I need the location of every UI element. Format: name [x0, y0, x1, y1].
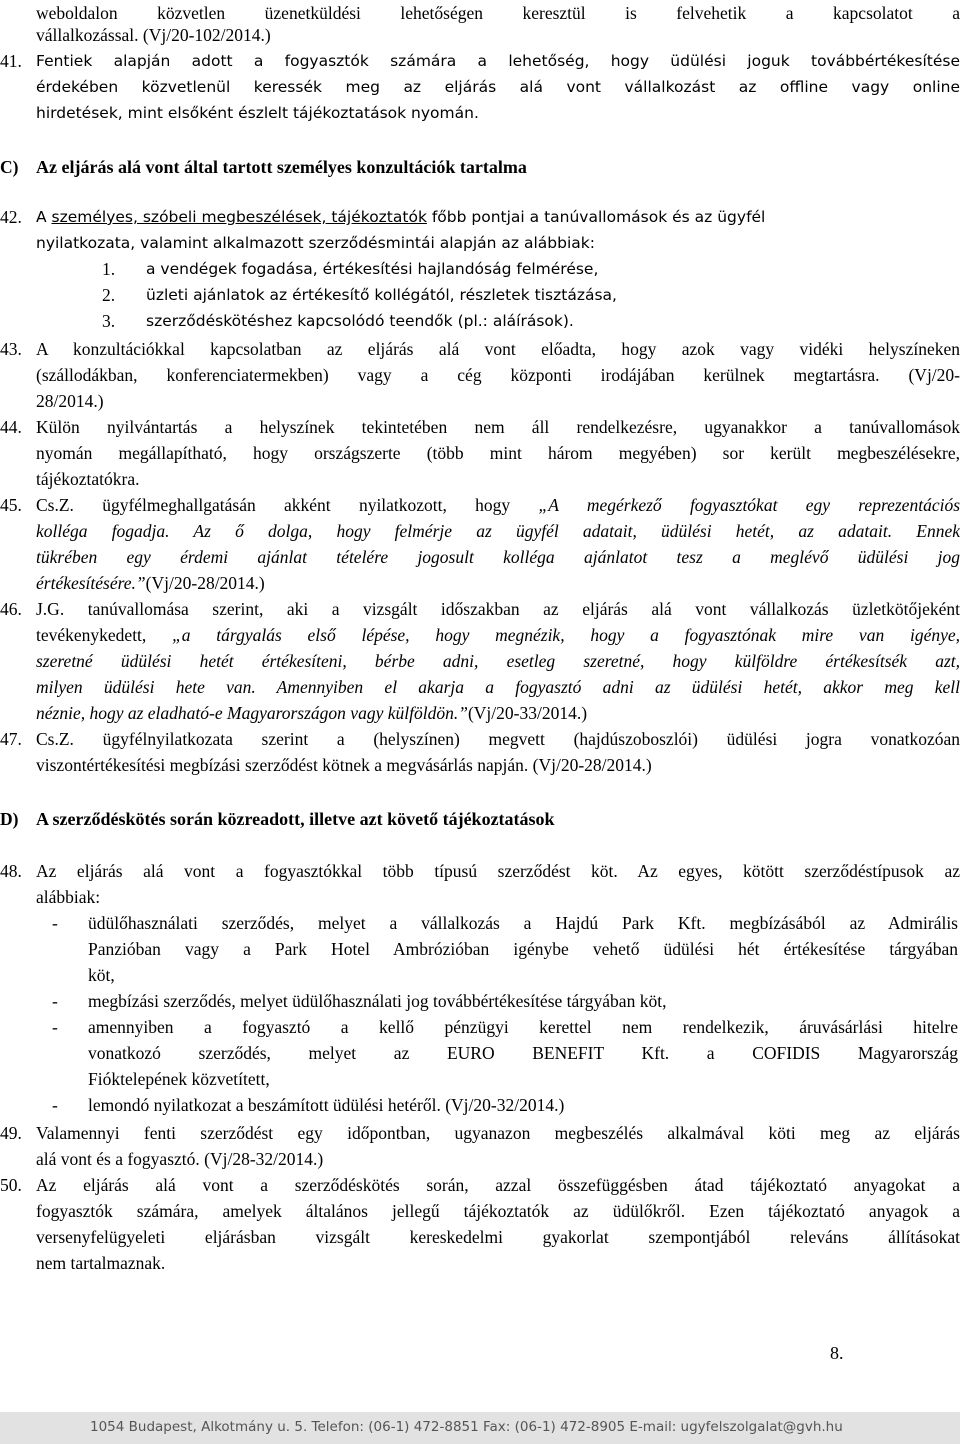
paragraph-number: 46.	[0, 599, 22, 619]
p41-line: Fentiek alapján adott a fogyasztók számára a lehetőség, hogy üdülési joguk továbbértékesítése	[36, 52, 960, 70]
paragraph-number: 44.	[0, 417, 22, 437]
bullet-dash: -	[52, 913, 58, 933]
list-item: a vendégek fogadása, értékesítési hajlandóság felmérése,	[146, 260, 599, 278]
bullet-dash: -	[52, 1017, 58, 1037]
list-num: 2.	[102, 285, 116, 305]
p43-line: (szállodákban, konferenciatermekben) vagy a cég központi irodájában kerülnek megtartásra. (Vj/20-	[36, 365, 960, 385]
section-heading: A szerződéskötés során közreadott, illetve azt követő tájékoztatások	[36, 809, 555, 829]
paragraph-number: 42.	[0, 207, 22, 227]
footer-contact: 1054 Budapest, Alkotmány u. 5. Telefon: (06-1) 472-8851 Fax: (06-1) 472-8905 E-mail: ugyfelszolgalat@gvh.hu	[90, 1419, 843, 1435]
p44-line: tájékoztatókra.	[36, 469, 140, 489]
list-item: szerződéskötéshez kapcsolódó teendők (pl.: aláírások).	[146, 312, 574, 330]
bullet-line: Panzióban vagy a Park Hotel Ambrózióban igénybe vehető üdülési hét értékesítése tárgyában	[88, 939, 958, 959]
p46-line: J.G. tanúvallomása szerint, aki a vizsgált időszakban az eljárás alá vont vállalkozás üzletkötőjeként	[36, 599, 960, 619]
p44-line: Külön nyilvántartás a helyszínek tekintetében nem áll rendelkezésre, ugyanakkor a tanúvallomások	[36, 417, 960, 437]
page-number: 8.	[830, 1343, 844, 1363]
paragraph-number: 43.	[0, 339, 22, 359]
bullet-line: Fióktelepének közvetített,	[88, 1069, 270, 1089]
bullet-line: üdülőhasználati szerződés, melyet a vállalkozás a Hajdú Park Kft. megbízásából az Admirális	[88, 913, 958, 933]
p43-line: 28/2014.)	[36, 391, 104, 411]
p46-line: szeretné üdülési hetét értékesíteni, bérbe adni, esetleg szeretné, hogy külföldre értékesítsék azt,	[36, 651, 960, 671]
p46-text: (Vj/20-33/2014.)	[467, 703, 588, 723]
p50-line: versenyfelügyeleti eljárásban vizsgált kereskedelmi gyakorlat szempontjából releváns állításokat	[36, 1227, 960, 1247]
p50-line: Az eljárás alá vont a szerződéskötés során, azzal összefüggésben átad tájékoztató anyagokat a	[36, 1175, 960, 1195]
quote: „A megérkező fogyasztókat egy reprezentációs	[538, 495, 960, 515]
p42-line	[36, 204, 960, 230]
paragraph-number: 45.	[0, 495, 22, 515]
p47-line: viszontértékesítési megbízási szerződést kötnek a megvásárlás napján. (Vj/20-28/2014.)	[36, 755, 652, 775]
p45-line	[36, 492, 960, 518]
list-num: 3.	[102, 311, 116, 331]
p45-line: tükrében egy érdemi ajánlat tételére jogosult kolléga ajánlatot tesz a meglévő üdülési jog	[36, 547, 960, 567]
section-letter: C)	[0, 157, 19, 177]
section-heading: Az eljárás alá vont által tartott személyes konzultációk tartalma	[36, 157, 527, 177]
p46-line	[36, 622, 960, 648]
bullet-line: köt,	[88, 965, 115, 985]
p50-line: nem tartalmaznak.	[36, 1253, 166, 1273]
p46-line	[36, 700, 960, 726]
p41-line: érdekében közvetlenül keressék meg az eljárás alá vont vállalkozást az offline vagy online	[36, 78, 960, 96]
p42-line: nyilatkozata, valamint alkalmazott szerződésmintái alapján az alábbiak:	[36, 234, 595, 252]
p45-text: Cs.Z. ügyfélmeghallgatásán akként nyilatkozott, hogy	[36, 495, 539, 515]
paragraph-number: 50.	[0, 1175, 22, 1195]
footer	[0, 1412, 960, 1444]
p45-line: kollégа fogadja. Az ő dolga, hogy felmérje az ügyfél adatait, üdülési hetét, az adatait. Ennek	[36, 521, 960, 541]
p40-line: vállalkozással. (Vj/20-102/2014.)	[36, 25, 271, 45]
bullet-line: lemondó nyilatkozat a beszámított üdülési hetéről. (Vj/20-32/2014.)	[88, 1095, 565, 1115]
p43-line: A konzultációkkal kapcsolatban az eljárás alá vont előadta, hogy azok vagy vidéki helyszíneken	[36, 339, 960, 359]
p50-line: fogyasztók számára, amelyek általános jellegű tájékoztatók az üdülőkről. Ezen tájékoztató anyagok a	[36, 1201, 960, 1221]
p49-line: Valamennyi fenti szerződést egy időpontban, ugyanazon megbeszélés alkalmával köti meg az eljárás	[36, 1123, 960, 1143]
bullet-line: amennyiben a fogyasztó a kellő pénzügyi kerettel nem rendelkezik, áruvásárlási hitelre	[88, 1017, 958, 1037]
bullet-line: megbízási szerződés, melyet üdülőhasználati jog továbbértékesítése tárgyában köt,	[88, 991, 667, 1011]
quote: „a tárgyalás első lépése, hogy megnézik, hogy a fogyasztónak mire van igénye,	[172, 625, 960, 645]
p48-line: alábbiak:	[36, 887, 101, 907]
bullet-line: vonatkozó szerződés, melyet az EURO BENEFIT Kft. a COFIDIS Magyarország	[88, 1043, 958, 1063]
quote: néznie, hogy az eladható-e Magyarországon vagy külföldön.”	[36, 703, 468, 723]
p42-text: főbb pontjai a tanúvallomások és az ügyfél	[426, 208, 766, 226]
p48-line: Az eljárás alá vont a fogyasztókkal több típusú szerződést köt. Az egyes, kötött szerződéstípusok az	[36, 861, 960, 881]
bullet-dash: -	[52, 1095, 58, 1115]
paragraph-number: 47.	[0, 729, 22, 749]
p40-line: weboldalon közvetlen üzenetküldési lehetőségen keresztül is felvehetik a kapcsolatot a	[36, 3, 960, 23]
section-letter: D)	[0, 809, 19, 829]
bullet-dash: -	[52, 991, 58, 1011]
paragraph-number: 48.	[0, 861, 22, 881]
paragraph-number: 41.	[0, 51, 22, 71]
p45-line	[36, 570, 960, 596]
p45-text: (Vj/20-28/2014.)	[145, 573, 265, 593]
quote: értékesítésére.”	[36, 573, 146, 593]
p44-line: nyomán megállapítható, hogy országszerte (több mint három megyében) sor került megbeszélésekre,	[36, 443, 960, 463]
p42-text: A	[36, 208, 52, 226]
p42-underlined: személyes, szóbeli megbeszélések, tájékoztatók	[51, 208, 427, 226]
p47-line: Cs.Z. ügyfélnyilatkozata szerint a (helyszínen) megvett (hajdúszoboszlói) üdülési jogra vonatkozóan	[36, 729, 960, 749]
p46-text: tevékenykedett,	[36, 625, 173, 645]
paragraph-number: 49.	[0, 1123, 22, 1143]
list-item: üzleti ajánlatok az értékesítő kollégától, részletek tisztázása,	[146, 286, 617, 304]
p49-line: alá vont és a fogyasztó. (Vj/28-32/2014.)	[36, 1149, 324, 1169]
p46-line: milyen üdülési hete van. Amennyiben el akarja a fogyasztó adni az üdülési hetét, akkor meg kell	[36, 677, 960, 697]
p41-line: hirdetések, mint elsőként észlelt tájékoztatások nyomán.	[36, 104, 479, 122]
list-num: 1.	[102, 259, 116, 279]
